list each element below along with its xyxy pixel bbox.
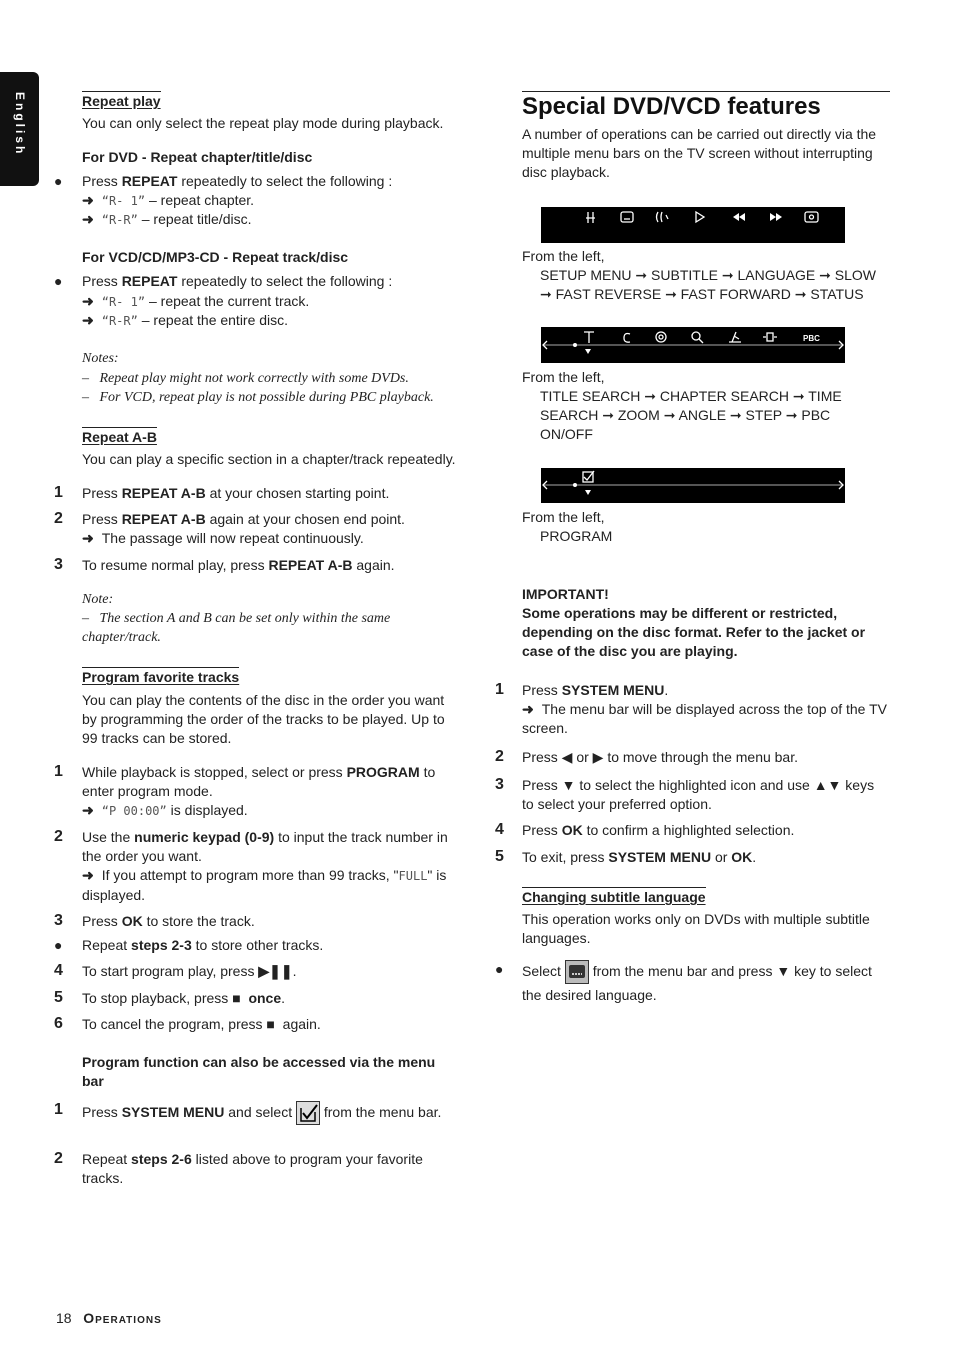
repeat-ab-intro: You can play a specific section in a chapter/track repeatedly. (82, 451, 456, 467)
bar2-from: From the left, (522, 369, 605, 385)
bar2-list: TITLE SEARCH ➞ CHAPTER SEARCH ➞ TIME SEARCH ➞ ZOOM ➞ ANGLE ➞ STEP ➞ PBC ON/OFF (540, 388, 842, 442)
dvd-option-1: ➜ “R- 1” – repeat chapter. (82, 192, 255, 208)
repeat-ab-step-1: Press REPEAT A-B at your chosen starting point. (82, 485, 390, 501)
feature-step-3: Press ▼ to select the highlighted icon and use ▲▼ keys to select your preferred option. (522, 777, 875, 812)
step-number: 6 (54, 1015, 63, 1032)
features-intro: A number of operations can be carried out directly via the multiple menu bars on the TV screen without interrupting disc playback. (522, 126, 877, 180)
repeat-ab-step-3: To resume normal play, press REPEAT A-B again. (82, 557, 395, 573)
program-step-2-result: ➜ If you attempt to program more than 99 tracks, "FULL" is displayed. (82, 867, 447, 903)
language-icon (657, 212, 669, 222)
pbc-icon: PBC (803, 334, 820, 343)
step-number: 5 (54, 989, 63, 1006)
dvd-instruction: Press REPEAT repeatedly to select the following : (82, 173, 393, 189)
program-intro: You can play the contents of the disc in the order you want by programming the order of the tracks to be played. Up to 99 tracks can be stored. (82, 692, 445, 746)
program-icon (583, 471, 594, 482)
bullet: ● (54, 273, 63, 289)
program-step-1: While playback is stopped, select or press PROGRAM to enter program mode. (82, 764, 436, 799)
repeat-ab-step-2: Press REPEAT A-B again at your chosen end point. (82, 511, 405, 527)
step-number: 2 (54, 510, 63, 527)
subtitle-icon (565, 960, 589, 984)
page-title: Special DVD/VCD features (522, 91, 890, 120)
subtitle-heading: Changing subtitle language (522, 889, 706, 905)
feature-step-1: Press SYSTEM MENU. (522, 682, 669, 698)
program-step-2: Use the numeric keypad (0-9) to input the track number in the order you want. (82, 829, 448, 864)
step-number: 3 (54, 912, 63, 929)
menu-bar-2 (541, 327, 845, 363)
vcd-option-1: ➜ “R- 1” – repeat the current track. (82, 293, 310, 309)
zoom-icon (692, 332, 703, 343)
play-pause-icon: ▶❚❚ (258, 963, 293, 979)
menu-bar-2-icons (541, 327, 845, 363)
vcd-instruction: Press REPEAT repeatedly to select the following : (82, 273, 393, 289)
program-heading: Program favorite tracks (82, 669, 240, 685)
bar1-from: From the left, (522, 248, 605, 264)
fast-reverse-icon (733, 213, 745, 221)
step-number: 2 (54, 828, 63, 845)
chapter-search-icon (624, 334, 630, 343)
repeat-section (82, 91, 161, 111)
vcd-option-2: ➜ “R-R” – repeat the entire disc. (82, 312, 289, 328)
step-number: 2 (54, 1150, 63, 1167)
notes-label: Notes: (82, 351, 119, 366)
section-name: Operations (83, 1310, 162, 1326)
repeat-ab-step-2-result: ➜ The passage will now repeat continuously. (82, 530, 364, 546)
repeat-intro: You can only select the repeat play mode during playback. (82, 115, 444, 131)
dvd-heading: For DVD - Repeat chapter/title/disc (82, 149, 313, 165)
step-number: 3 (495, 776, 504, 793)
vcd-heading: For VCD/CD/MP3-CD - Repeat track/disc (82, 249, 349, 265)
feature-step-5: To exit, press SYSTEM MENU or OK. (522, 849, 757, 865)
step-number: 1 (54, 1101, 63, 1118)
repeat-ab-note: – The section A and B can be set only within the same chapter/track. (82, 611, 391, 645)
step-number: 3 (54, 556, 63, 573)
title-search-icon (584, 332, 594, 343)
step-number: 4 (54, 962, 63, 979)
language-tab (0, 72, 39, 186)
program-step-3: Press OK to store the track. (82, 913, 255, 929)
fast-forward-icon (770, 213, 782, 221)
note-2: – For VCD, repeat play is not possible during PBC playback. (82, 390, 434, 405)
angle-icon (729, 332, 741, 342)
bullet: ● (495, 961, 504, 977)
bar3-from: From the left, (522, 509, 605, 525)
feature-step-2: Press ◀ or ▶ to move through the menu bar. (522, 749, 799, 765)
program-bullet: Repeat steps 2-3 to store other tracks. (82, 937, 324, 953)
menu-bar-3 (541, 468, 845, 503)
setup-menu-icon (586, 212, 595, 223)
bar1-list: SETUP MENU ➞ SUBTITLE ➞ LANGUAGE ➞ SLOW ➞ FAST REVERSE ➞ FAST FORWARD ➞ STATUS (540, 267, 876, 302)
menu-bar-3-icons (541, 468, 845, 503)
menubar-step-1: Press SYSTEM MENU and select from the menu bar. (82, 1101, 462, 1125)
repeat-ab-heading: Repeat A-B (82, 429, 157, 445)
language-tab-label: English (13, 92, 27, 157)
repeat-heading: Repeat play (82, 93, 161, 109)
program-step-4: To start program play, press ▶❚❚. (82, 963, 297, 979)
program-check-icon (296, 1101, 320, 1125)
menu-bar-1 (541, 207, 845, 243)
program-step-1-result: ➜ “P 00:00” is displayed. (82, 802, 248, 818)
menu-bar-1-icons (541, 207, 845, 243)
step-icon (763, 333, 777, 341)
program-step-6: To cancel the program, press ■ again. (82, 1016, 321, 1032)
page-number: 18 (56, 1310, 72, 1326)
slow-icon (696, 212, 704, 222)
stop-icon: ■ (232, 990, 241, 1006)
important-label: IMPORTANT! (522, 586, 609, 602)
important-text: Some operations may be different or restricted, depending on the disc format. Refer to the jacket or case of the disc you are playing. (522, 605, 866, 659)
bullet: ● (54, 937, 63, 953)
bar3-list: PROGRAM (540, 528, 613, 544)
bullet: ● (54, 173, 63, 189)
subtitle-intro: This operation works only on DVDs with multiple subtitle languages. (522, 911, 870, 946)
subtitle-instruction: Select from the menu bar and press ▼ key to select the desired language. (522, 960, 892, 1007)
dvd-option-2: ➜ “R-R” – repeat title/disc. (82, 211, 252, 227)
time-search-icon (656, 332, 666, 342)
step-number: 1 (54, 763, 63, 780)
menubar-heading: Program function can also be accessed via the menu bar (82, 1054, 436, 1089)
note-1: – Repeat play might not work correctly with some DVDs. (82, 371, 409, 386)
feature-step-1-result: ➜ The menu bar will be displayed across the top of the TV screen. (522, 701, 887, 736)
step-number: 2 (495, 748, 504, 765)
subtitle-icon (621, 212, 633, 222)
stop-icon: ■ (266, 1016, 275, 1032)
status-icon (805, 212, 818, 222)
step-number: 1 (495, 681, 504, 698)
footer (56, 1309, 162, 1328)
menubar-step-2: Repeat steps 2-6 listed above to program your favorite tracks. (82, 1151, 423, 1186)
step-number: 4 (495, 821, 504, 838)
step-number: 1 (54, 484, 63, 501)
program-step-5: To stop playback, press ■ once. (82, 990, 286, 1006)
feature-step-4: Press OK to confirm a highlighted selection. (522, 822, 795, 838)
step-number: 5 (495, 848, 504, 865)
repeat-ab-note-label: Note: (82, 592, 114, 607)
